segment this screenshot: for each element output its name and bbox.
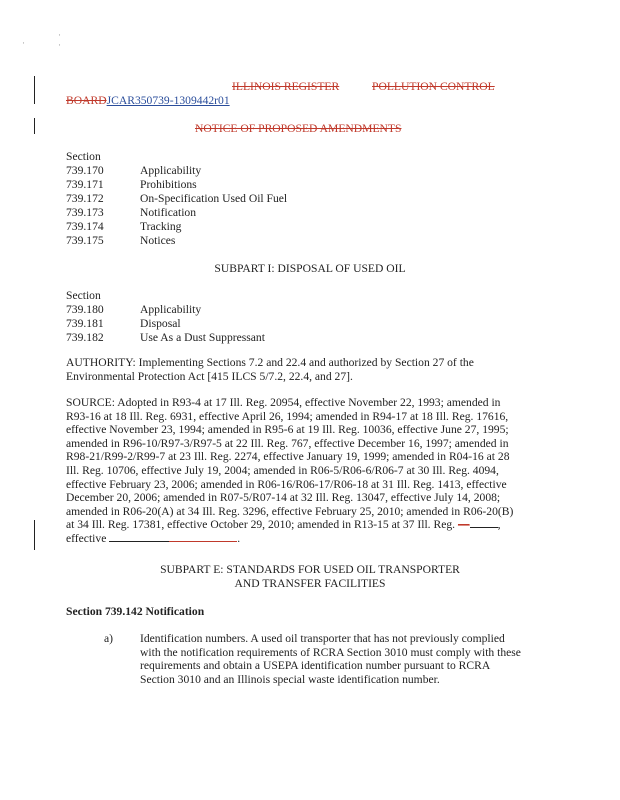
toc-heading: Section: [66, 289, 101, 302]
struck-board: POLLUTION CONTROL: [372, 80, 495, 93]
source-line: R93-16 at 18 Ill. Reg. 6931, effective April 26, 1994; amended in R94-17 at 18 Ill. Reg. 17616,: [66, 409, 509, 423]
para-a-line: with the notification requirements of RCRA Section 3010 must comply with these: [140, 645, 521, 659]
source-line: Ill. Reg. 10706, effective July 19, 2004; amended in R06-5/R06-6/R06-7 at 30 Ill. Reg. 4094,: [66, 463, 499, 477]
scan-speck: ·: [58, 30, 61, 40]
blank-effective-date-red: [169, 532, 237, 542]
struck-register: ILLINOIS REGISTER: [232, 80, 340, 93]
source-comma: ,: [497, 518, 501, 532]
toc-title: Prohibitions: [140, 178, 197, 191]
toc-title: Applicability: [140, 303, 202, 316]
struck-board-suffix: BOARD: [66, 94, 107, 107]
source-line: effective November 23, 1994; amended in R95-6 at 19 Ill. Reg. 10036, effective June 27, 1995;: [66, 423, 509, 437]
toc-number: 739.170: [66, 164, 104, 177]
source-line: at 34 Ill. Reg. 17381, effective October 29, 2010; amended in R13-15 at 37 Ill. Reg.: [66, 518, 456, 532]
notice-line: [195, 122, 401, 135]
toc-title: Use As a Dust Suppressant: [140, 331, 265, 344]
subpart-e-heading-line2: AND TRANSFER FACILITIES: [234, 577, 386, 590]
subpart-e-heading-line1: SUBPART E: STANDARDS FOR USED OIL TRANSPORTER: [160, 563, 460, 576]
toc-title: Notices: [140, 234, 176, 247]
source-line: amended in R06-20(A) at 34 Ill. Reg. 3296, effective February 25, 2010; amended in R06-20(B): [66, 504, 514, 518]
inserted-jcar-id: JCAR350739-1309442r01: [106, 94, 230, 107]
header-line-2: [66, 94, 230, 107]
section-heading: Section 739.142 Notification: [66, 605, 205, 618]
source-line-with-blank: [66, 518, 536, 532]
para-a-line: Section 3010 and an Illinois special waste identification number.: [140, 672, 440, 686]
blank-effective-date: [109, 532, 169, 542]
authority-line: Environmental Protection Act [415 ILCS 5/7.2, 22.4, and 27].: [66, 369, 353, 383]
struck-notice: NOTICE OF PROPOSED AMENDMENTS: [195, 122, 402, 135]
para-a-body: [140, 632, 540, 686]
subpart-i-heading: SUBPART I: DISPOSAL OF USED OIL: [214, 262, 406, 275]
source-effective-label: effective: [66, 531, 107, 545]
toc-number: 739.182: [66, 331, 104, 344]
scan-speck: ·: [22, 38, 25, 48]
source-line: R98-21/R99-2/R99-7 at 23 Ill. Reg. 2274, effective January 19, 1999; amended in R04-16 at 28: [66, 450, 510, 464]
header-line: [232, 80, 339, 93]
toc-title: Notification: [140, 206, 197, 219]
scan-speck: ·: [58, 40, 61, 50]
change-bar: [34, 520, 35, 550]
para-a-line: requirements and obtain a USEPA identification number pursuant to RCRA: [140, 659, 491, 673]
toc-title: Applicability: [140, 164, 202, 177]
authority-note: [66, 356, 536, 383]
change-bar: [34, 118, 35, 134]
toc-title: Tracking: [140, 220, 182, 233]
source-line: December 20, 2006; amended in R07-5/R07-14 at 32 Ill. Reg. 13047, effective July 14, 2008;: [66, 491, 501, 505]
authority-line: AUTHORITY: Implementing Sections 7.2 and 22.4 and authorized by Section 27 of the: [66, 356, 474, 369]
para-a-line: Identification numbers. A used oil transporter that has not previously complied: [140, 632, 505, 645]
toc-heading: Section: [66, 150, 101, 163]
source-line: amended in R96-10/R97-3/R97-5 at 22 Ill. Reg. 767, effective December 16, 1997; amended in: [66, 436, 509, 450]
source-line-effective: [66, 532, 536, 546]
toc-title: Disposal: [140, 317, 181, 330]
source-line: SOURCE: Adopted in R93-4 at 17 Ill. Reg. 20954, effective November 22, 1993; amended in: [66, 396, 501, 409]
toc-number: 739.181: [66, 317, 104, 330]
blank-register-page: [470, 518, 498, 528]
source-period: .: [237, 531, 241, 545]
para-a-label: a): [104, 632, 114, 645]
struck-dash: —: [457, 518, 470, 532]
toc-number: 739.180: [66, 303, 104, 316]
toc-number: 739.173: [66, 206, 104, 219]
toc-number: 739.172: [66, 192, 104, 205]
source-note: [66, 396, 536, 546]
toc-number: 739.175: [66, 234, 104, 247]
toc-number: 739.174: [66, 220, 104, 233]
toc-number: 739.171: [66, 178, 104, 191]
header-line: [372, 80, 495, 93]
change-bar: [34, 76, 35, 104]
toc-title: On-Specification Used Oil Fuel: [140, 192, 288, 205]
source-line: effective February 23, 2006; amended in R06-16/R06-17/R06-18 at 31 Ill. Reg. 1413, effective: [66, 477, 507, 491]
